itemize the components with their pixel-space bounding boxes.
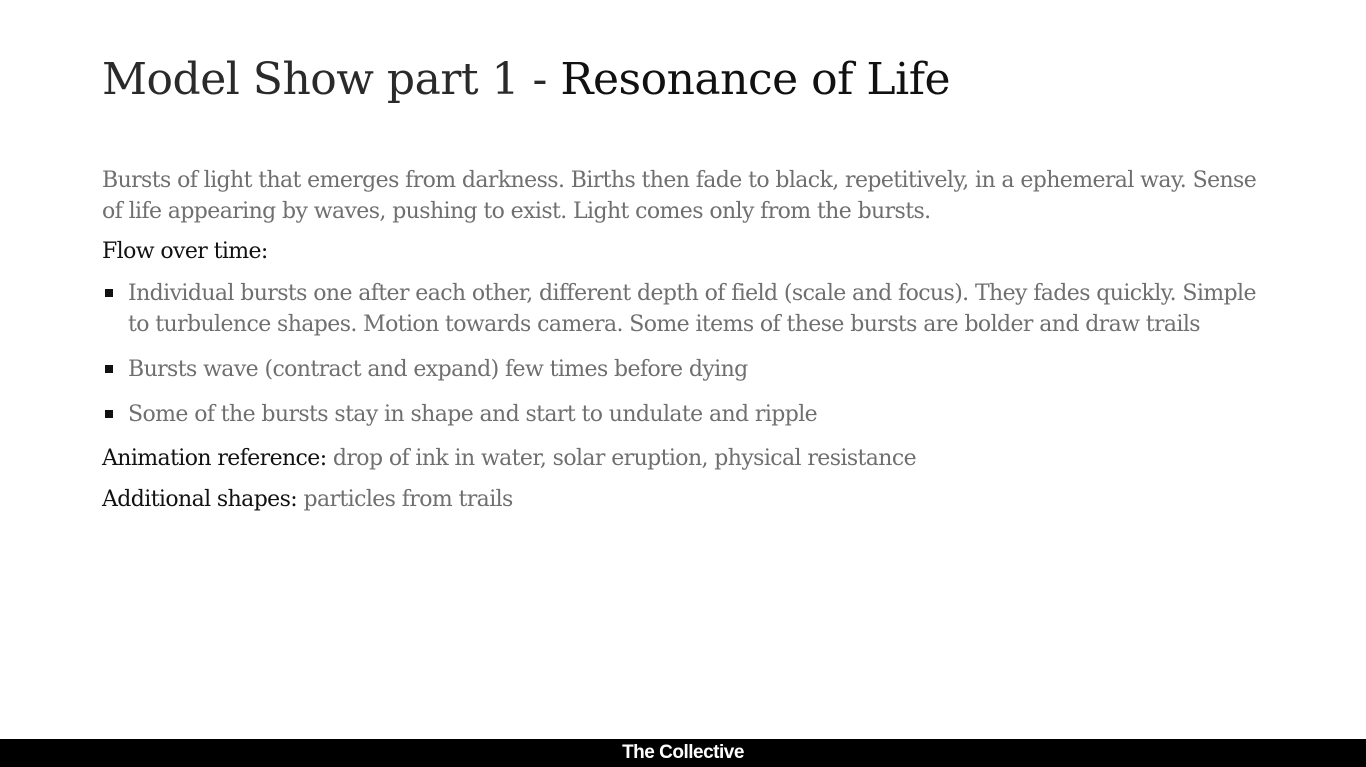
square-bullet-icon bbox=[105, 410, 113, 418]
flow-item-text: Individual bursts one after each other, different depth of field (scale and focus). They fades quickly. Simple to turbulence shapes. Motion towards camera. Some items of these bursts are bolder and draw trails bbox=[128, 281, 1256, 337]
additional-shapes bbox=[102, 485, 1262, 515]
flow-list-item bbox=[102, 399, 1262, 430]
animation-reference-label: Animation reference: bbox=[102, 446, 327, 471]
slide-content bbox=[102, 165, 1262, 526]
flow-list bbox=[102, 278, 1262, 430]
slide-title-prefix: Model Show part 1 - bbox=[102, 54, 561, 105]
flow-item-text: Bursts wave (contract and expand) few times before dying bbox=[128, 357, 748, 382]
animation-reference-value: drop of ink in water, solar eruption, physical resistance bbox=[326, 446, 916, 471]
flow-list-item bbox=[102, 354, 1262, 385]
square-bullet-icon bbox=[105, 289, 113, 297]
slide-title bbox=[102, 52, 950, 108]
slide-description: Bursts of light that emerges from darkness. Births then fade to black, repetitively, in a ephemeral way. Sense of life appearing by waves, pushing to exist. Light comes only from the bursts. bbox=[102, 168, 1257, 224]
flow-list-item bbox=[102, 278, 1262, 340]
square-bullet-icon bbox=[105, 365, 113, 373]
additional-shapes-label: Additional shapes: bbox=[102, 487, 298, 512]
additional-shapes-value: particles from trails bbox=[297, 487, 513, 512]
footer-bar bbox=[0, 739, 1366, 767]
animation-reference bbox=[102, 444, 1262, 474]
brand-logo: The Collective bbox=[622, 742, 744, 763]
slide-title-main: Resonance of Life bbox=[560, 54, 951, 105]
flow-item-text: Some of the bursts stay in shape and start to undulate and ripple bbox=[128, 402, 818, 427]
flow-heading: Flow over time: bbox=[102, 239, 268, 264]
